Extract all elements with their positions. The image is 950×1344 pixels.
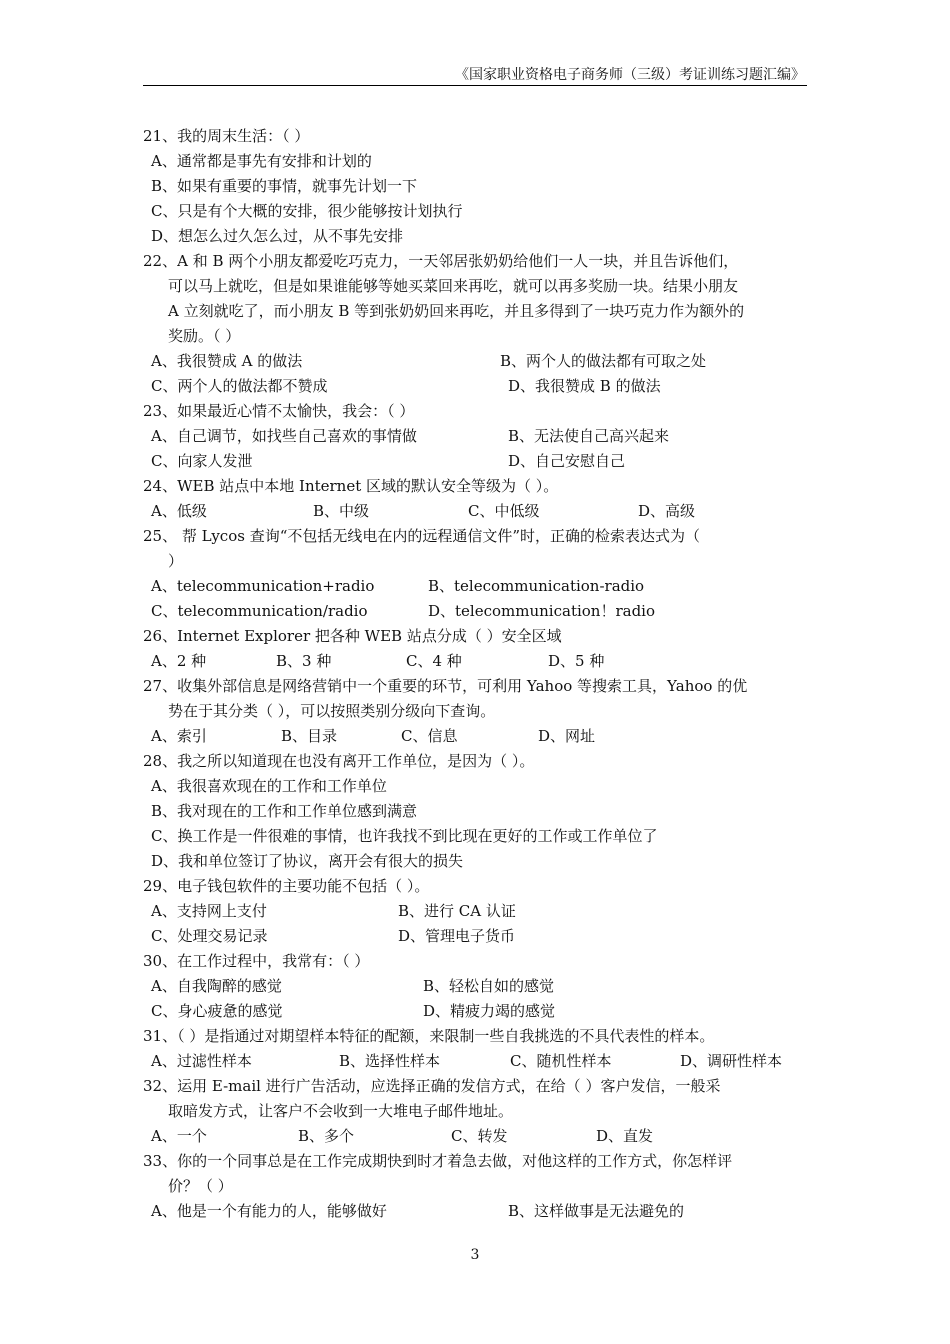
question-text: 势在于其分类（ ），可以按照类别分级向下查询。: [168, 702, 496, 720]
question-continuation-line: [143, 1099, 807, 1124]
option-text: C、信息: [401, 727, 458, 745]
option-text: B、如果有重要的事情，就事先计划一下: [151, 177, 418, 195]
option-text: B、telecommunication-radio: [428, 577, 645, 595]
answer-option-line: [143, 1049, 807, 1074]
option-text: D、管理电子货币: [398, 927, 516, 945]
question-text: 可以马上就吃，但是如果谁能够等她买菜回来再吃，就可以再多奖励一块。结果小朋友: [168, 277, 739, 295]
question-line: [143, 874, 807, 899]
option-text: C、随机性样本: [510, 1052, 612, 1070]
option-text: C、4 种: [406, 652, 462, 670]
option-text: B、这样做事是无法避免的: [508, 1202, 685, 1220]
option-text: A、telecommunication+radio: [151, 577, 375, 595]
question-text: ）: [168, 552, 184, 570]
question-text: 32、运用 E-mail 进行广告活动，应选择正确的发信方式，在给（ ）客户发信，一般采: [143, 1077, 721, 1095]
question-text: 29、电子钱包软件的主要功能不包括（ ）。: [143, 877, 430, 895]
question-text: A 立刻就吃了，而小朋友 B 等到张奶奶回来再吃，并且多得到了一块巧克力作为额外的: [168, 302, 745, 320]
question-text: 26、Internet Explorer 把各种 WEB 站点分成（ ）安全区域: [143, 627, 562, 645]
question-text: 奖励。（ ）: [168, 327, 241, 345]
option-text: A、一个: [151, 1127, 207, 1145]
option-text: A、自我陶醉的感觉: [151, 977, 282, 995]
option-text: B、目录: [281, 727, 338, 745]
running-header: 《国家职业资格电子商务师（三级）考证训练习题汇编》: [455, 67, 805, 83]
question-continuation-line: [143, 299, 807, 324]
option-text: A、过滤性样本: [151, 1052, 252, 1070]
option-text: D、网址: [538, 727, 596, 745]
option-text: C、只是有个大概的安排，很少能够按计划执行: [151, 202, 463, 220]
option-text: C、换工作是一件很难的事情，也许我找不到比现在更好的工作或工作单位了: [151, 827, 658, 845]
answer-option-line: [143, 199, 807, 224]
question-continuation-line: [143, 699, 807, 724]
question-text: 33、你的一个同事总是在工作完成期快到时才着急去做，对他这样的工作方式，你怎样评: [143, 1152, 733, 1170]
answer-option-line: [143, 1124, 807, 1149]
question-continuation-line: [143, 274, 807, 299]
answer-option-line: [143, 574, 807, 599]
question-line: [143, 949, 807, 974]
question-text: 25、 帮 Lycos 查询“不包括无线电在内的远程通信文件”时，正确的检索表达式为（: [143, 527, 701, 545]
question-line: [143, 524, 807, 549]
question-continuation-line: [143, 1174, 807, 1199]
option-text: B、无法使自己高兴起来: [508, 427, 670, 445]
option-text: B、中级: [313, 502, 370, 520]
question-line: [143, 1074, 807, 1099]
answer-option-line: [143, 774, 807, 799]
option-text: D、自己安慰自己: [508, 452, 626, 470]
answer-option-line: [143, 499, 807, 524]
question-text: 31、（ ）是指通过对期望样本特征的配额，来限制一些自我挑选的不具代表性的样本。: [143, 1027, 715, 1045]
answer-option-line: [143, 999, 807, 1024]
option-text: B、轻松自如的感觉: [423, 977, 555, 995]
answer-option-line: [143, 974, 807, 999]
option-text: A、他是一个有能力的人，能够做好: [151, 1202, 387, 1220]
answer-option-line: [143, 799, 807, 824]
question-text: 取暗发方式，让客户不会收到一大堆电子邮件地址。: [168, 1102, 514, 1120]
option-text: D、5 种: [548, 652, 605, 670]
answer-option-line: [143, 824, 807, 849]
option-text: A、支持网上支付: [151, 902, 267, 920]
question-text: 24、WEB 站点中本地 Internet 区域的默认安全等级为（ ）。: [143, 477, 559, 495]
answer-option-line: [143, 224, 807, 249]
option-text: B、两个人的做法都有可取之处: [500, 352, 707, 370]
option-text: B、选择性样本: [339, 1052, 441, 1070]
answer-option-line: [143, 599, 807, 624]
answer-option-line: [143, 724, 807, 749]
option-text: B、3 种: [276, 652, 332, 670]
answer-option-line: [143, 449, 807, 474]
answer-option-line: [143, 649, 807, 674]
question-text: 21、我的周末生活：（ ）: [143, 127, 310, 145]
question-line: [143, 399, 807, 424]
option-text: D、直发: [596, 1127, 654, 1145]
question-line: [143, 1149, 807, 1174]
header-rule: [143, 85, 807, 86]
option-text: C、两个人的做法都不赞成: [151, 377, 328, 395]
option-text: D、我和单位签订了协议，离开会有很大的损失: [151, 852, 464, 870]
option-text: D、调研性样本: [680, 1052, 783, 1070]
option-text: B、进行 CA 认证: [398, 902, 516, 920]
option-text: A、我很喜欢现在的工作和工作单位: [151, 777, 387, 795]
option-text: D、精疲力竭的感觉: [423, 1002, 556, 1020]
question-line: [143, 249, 807, 274]
question-line: [143, 474, 807, 499]
question-line: [143, 124, 807, 149]
question-line: [143, 749, 807, 774]
answer-option-line: [143, 149, 807, 174]
question-line: [143, 624, 807, 649]
option-text: A、2 种: [151, 652, 207, 670]
answer-option-line: [143, 924, 807, 949]
answer-option-line: [143, 174, 807, 199]
option-text: C、向家人发泄: [151, 452, 253, 470]
answer-option-line: [143, 849, 807, 874]
option-text: D、telecommunication！radio: [428, 602, 656, 620]
question-line: [143, 1024, 807, 1049]
option-text: C、身心疲惫的感觉: [151, 1002, 283, 1020]
answer-option-line: [143, 1199, 807, 1224]
option-text: D、我很赞成 B 的做法: [508, 377, 661, 395]
option-text: D、想怎么过久怎么过，从不事先安排: [151, 227, 404, 245]
question-text: 30、在工作过程中，我常有：（ ）: [143, 952, 370, 970]
question-text: 价？（ ）: [168, 1177, 233, 1195]
question-text: 23、如果最近心情不太愉快，我会：（ ）: [143, 402, 415, 420]
answer-option-line: [143, 899, 807, 924]
question-text: 28、我之所以知道现在也没有离开工作单位，是因为（ ）。: [143, 752, 535, 770]
option-text: A、我很赞成 A 的做法: [151, 352, 303, 370]
question-list: [143, 124, 807, 1224]
answer-option-line: [143, 424, 807, 449]
option-text: A、自己调节，如找些自己喜欢的事情做: [151, 427, 417, 445]
option-text: B、多个: [298, 1127, 355, 1145]
question-line: [143, 674, 807, 699]
question-continuation-line: [143, 549, 807, 574]
option-text: A、通常都是事先有安排和计划的: [151, 152, 372, 170]
question-text: 27、收集外部信息是网络营销中一个重要的环节，可利用 Yahoo 等搜索工具，Yahoo 的优: [143, 677, 748, 695]
option-text: C、中低级: [468, 502, 540, 520]
option-text: C、telecommunication/radio: [151, 602, 368, 620]
page-number: 3: [470, 1247, 480, 1263]
question-text: 22、A 和 B 两个小朋友都爱吃巧克力，一天邻居张奶奶给他们一人一块，并且告诉他们，: [143, 252, 739, 270]
option-text: D、高级: [638, 502, 696, 520]
question-continuation-line: [143, 324, 807, 349]
option-text: C、转发: [451, 1127, 508, 1145]
option-text: B、我对现在的工作和工作单位感到满意: [151, 802, 418, 820]
option-text: C、处理交易记录: [151, 927, 268, 945]
option-text: A、索引: [151, 727, 207, 745]
answer-option-line: [143, 374, 807, 399]
answer-option-line: [143, 349, 807, 374]
option-text: A、低级: [151, 502, 207, 520]
